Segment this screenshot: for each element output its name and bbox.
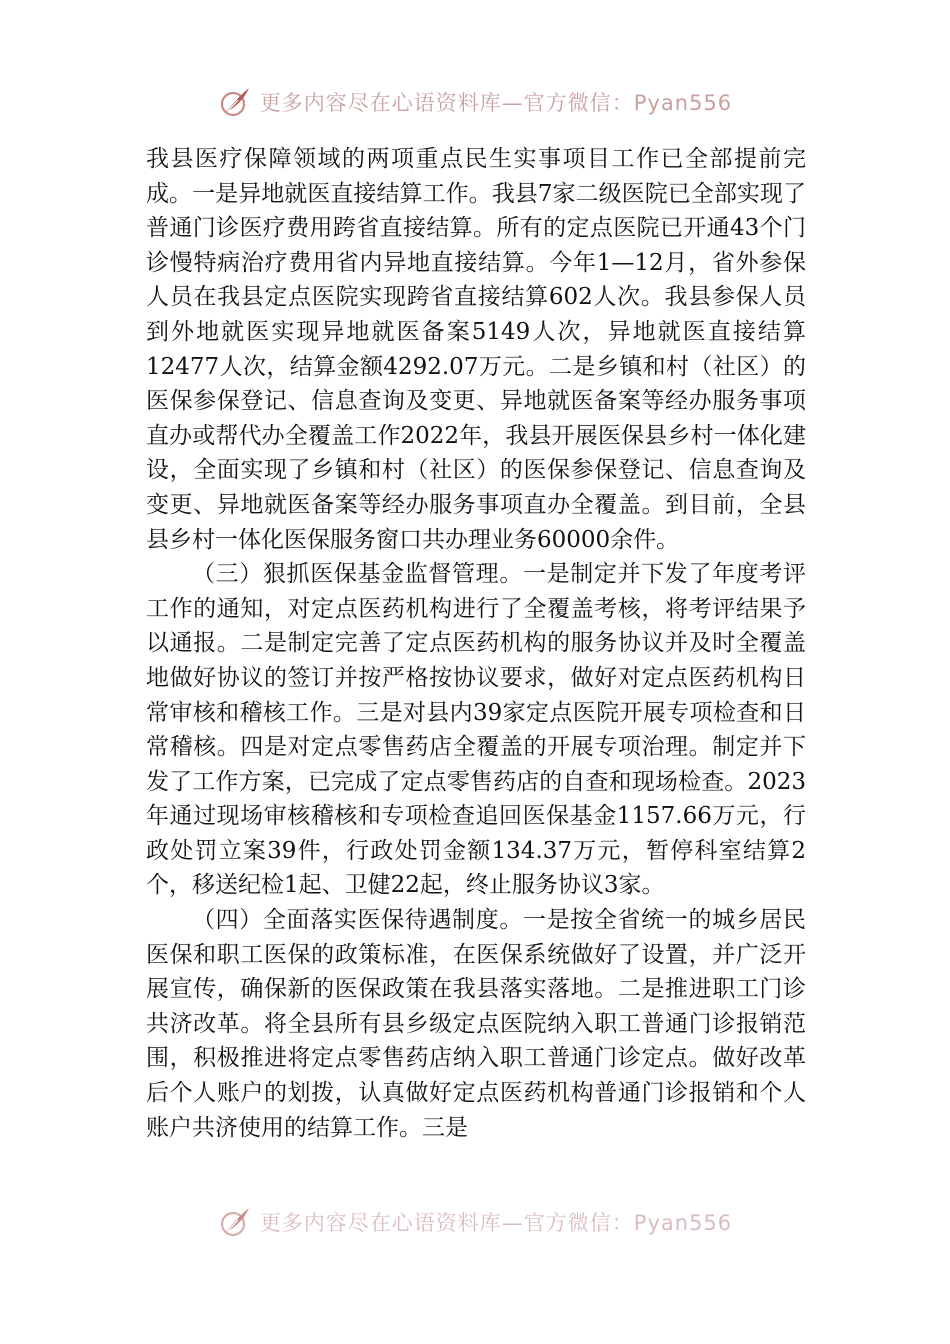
header-watermark [0,80,950,124]
quill-logo-icon [218,85,252,119]
paragraph-1: 我县医疗保障领域的两项重点民生实事项目工作已全部提前完成。一是异地就医直接结算工作。我县7家二级医院已全部实现了普通门诊医疗费用跨省直接结算。所有的定点医院已开通43个门诊慢特病治疗费用省内异地直接结算。今年1—12月，省外参保人员在我县定点医院实现跨省直接结算602人次。我县参保人员到外地就医实现异地就医备案5149人次，异地就医直接结算12477人次，结算金额4292.07万元。二是乡镇和村（社区）的医保参保登记、信息查询及变更、异地就医备案等经办服务事项直办或帮代办全覆盖工作2022年，我县开展医保县乡村一体化建设，全面实现了乡镇和村（社区）的医保参保登记、信息查询及变更、异地就医备案等经办服务事项直办全覆盖。到目前，全县县乡村一体化医保服务窗口共办理业务60000余件。 [146,146,806,553]
paragraph-3: （四）全面落实医保待遇制度。一是按全省统一的城乡居民医保和职工医保的政策标准，在医保系统做好了设置，并广泛开展宣传，确保新的医保政策在我县落实落地。二是推进职工门诊共济改革。将全县所有县乡级定点医院纳入职工普通门诊报销范围，积极推进将定点零售药店纳入职工普通门诊定点。做好改革后个人账户的划拨，认真做好定点医药机构普通门诊报销和个人账户共济使用的结算工作。三是 [146,907,806,1141]
quill-logo-icon [218,1205,252,1239]
paragraph-2: （三）狠抓医保基金监督管理。一是制定并下发了年度考评工作的通知，对定点医药机构进行了全覆盖考核，将考评结果予以通报。二是制定完善了定点医药机构的服务协议并及时全覆盖地做好协议的签订并按严格按协议要求，做好对定点医药机构日常审核和稽核工作。三是对县内39家定点医院开展专项检查和日常稽核。四是对定点零售药店全覆盖的开展专项治理。制定并下发了工作方案，已完成了定点零售药店的自查和现场检查。2023年通过现场审核稽核和专项检查追回医保基金1157.66万元，行政处罚立案39件，行政处罚金额134.37万元，暂停科室结算2个，移送纪检1起、卫健22起，终止服务协议3家。 [146,561,806,899]
footer-watermark [0,1200,950,1244]
watermark-text: 更多内容尽在心语资料库—官方微信：Pyan556 [259,91,733,115]
document-body [146,142,806,1145]
watermark-text: 更多内容尽在心语资料库—官方微信：Pyan556 [259,1211,733,1235]
